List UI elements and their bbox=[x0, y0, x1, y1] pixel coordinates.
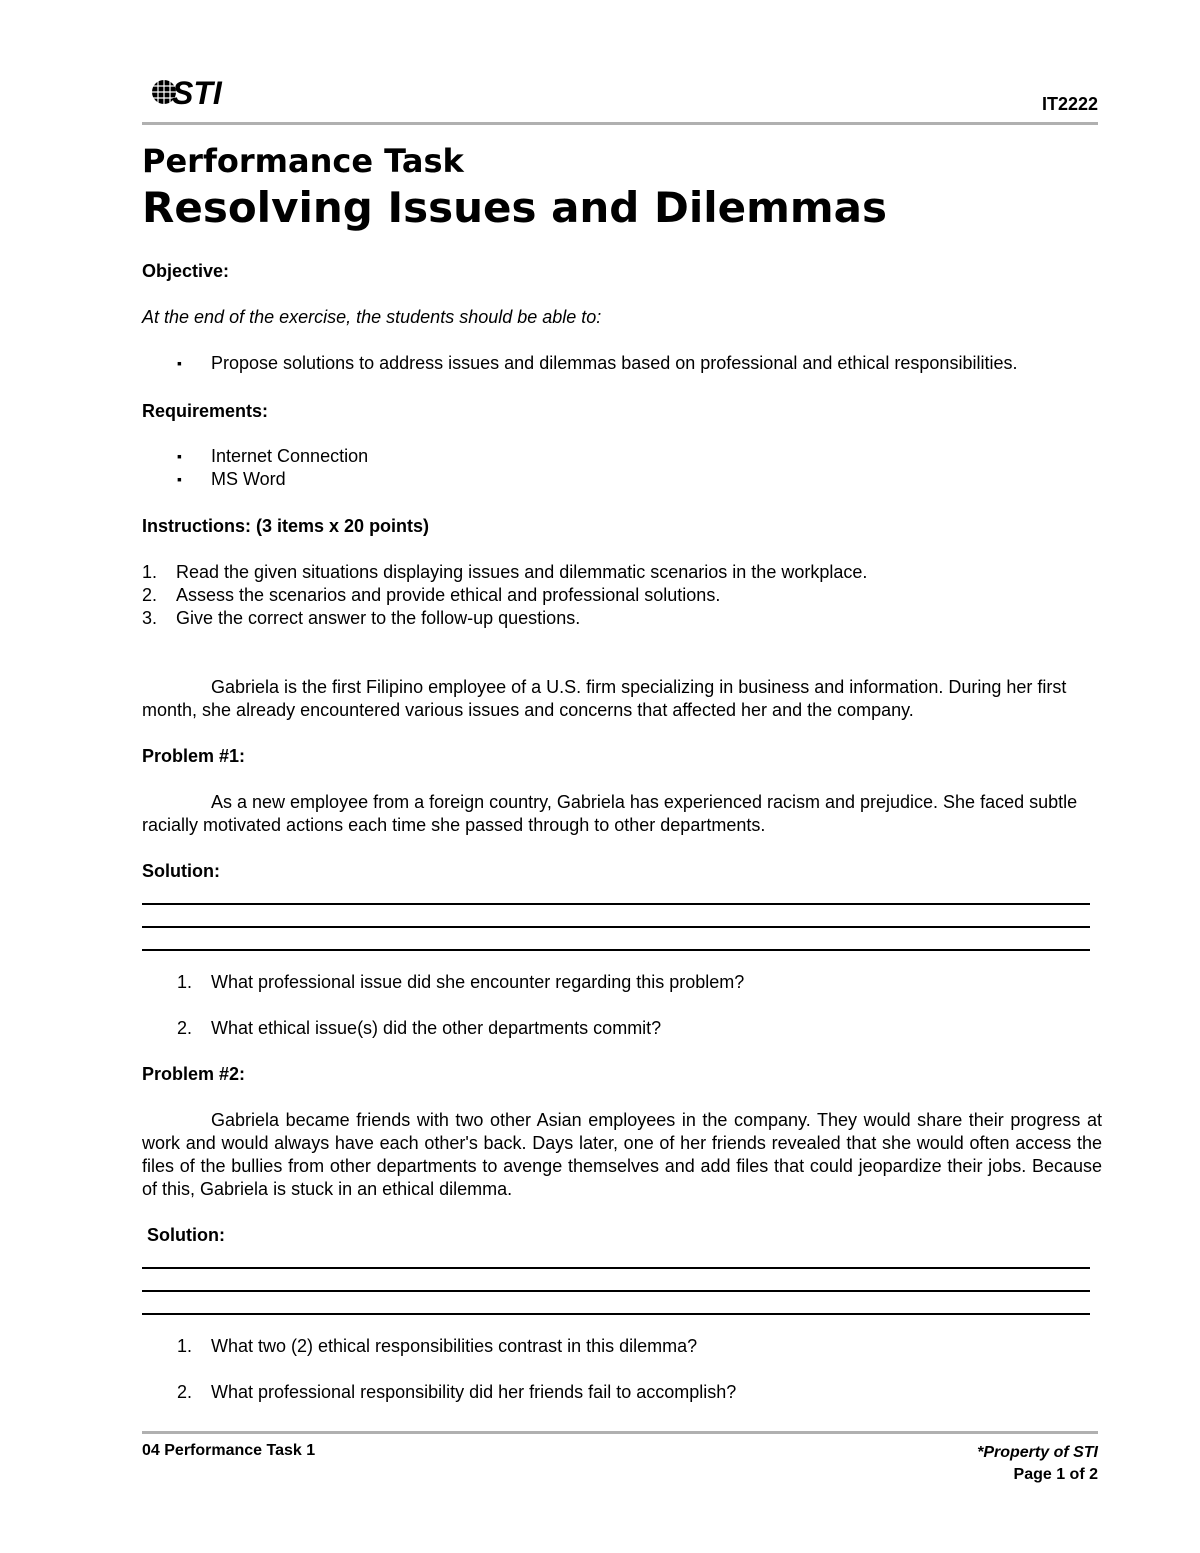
list-item: ▪ Propose solutions to address issues and dilemmas based on professional and ethical responsibilities. bbox=[142, 352, 1102, 375]
objective-heading: Objective: bbox=[142, 261, 230, 281]
answer-line bbox=[142, 949, 1090, 951]
instructions-list bbox=[142, 561, 1102, 630]
footer-task-label: 04 Performance Task 1 bbox=[142, 1442, 316, 1459]
answer-line bbox=[142, 1267, 1090, 1269]
logo-text: STI bbox=[172, 75, 222, 111]
footer-right bbox=[977, 1442, 1098, 1486]
footer-divider bbox=[142, 1431, 1098, 1434]
requirements-list bbox=[142, 445, 1102, 491]
doc-subtitle: Performance Task bbox=[142, 142, 464, 180]
problem1-answer-area[interactable] bbox=[142, 903, 1102, 951]
problem2-heading: Problem #2: bbox=[142, 1064, 246, 1084]
list-item: 1. What two (2) ethical responsibilities contrast in this dilemma? bbox=[177, 1336, 698, 1356]
list-item: 2. What professional responsibility did her friends fail to accomplish? bbox=[177, 1382, 737, 1402]
problem2-text: Gabriela became friends with two other Asian employees in the company. They would share their progress at work and would always have each other's back. Days later, one of her friends revealed that she would often access the files of the bullies from other departments to avenge themselves and add files that could jeopardize their jobs. Because of this, Gabriela is stuck in an ethical dilemma. bbox=[142, 1110, 1102, 1199]
problem1-questions bbox=[142, 971, 1102, 1040]
answer-line bbox=[142, 926, 1090, 928]
objective-intro: At the end of the exercise, the students should be able to: bbox=[142, 307, 602, 327]
page-number: Page 1 of 2 bbox=[1013, 1466, 1098, 1483]
page-header bbox=[142, 68, 1098, 126]
problem1-solution-label: Solution: bbox=[142, 861, 220, 881]
course-code: IT2222 bbox=[1041, 94, 1098, 114]
header-divider bbox=[142, 122, 1098, 125]
answer-line bbox=[142, 1313, 1090, 1315]
list-item: 3. Give the correct answer to the follow-up questions. bbox=[142, 608, 581, 628]
main-content bbox=[142, 140, 1102, 1404]
requirements-heading: Requirements: bbox=[142, 401, 269, 421]
intro-paragraph: Gabriela is the first Filipino employee of a U.S. firm specializing in business and information. During her first month, she already encountered various issues and concerns that affected her and the company. bbox=[142, 677, 1067, 720]
problem2-questions bbox=[142, 1335, 1102, 1404]
instructions-heading: Instructions: (3 items x 20 points) bbox=[142, 516, 430, 536]
list-item: 1. What professional issue did she encounter regarding this problem? bbox=[177, 972, 745, 992]
list-item: 1. Read the given situations displaying issues and dilemmatic scenarios in the workplace. bbox=[142, 562, 868, 582]
doc-title: Resolving Issues and Dilemmas bbox=[142, 183, 888, 232]
problem2-answer-area[interactable] bbox=[142, 1267, 1102, 1315]
problem1-heading: Problem #1: bbox=[142, 746, 246, 766]
objective-list bbox=[142, 352, 1102, 375]
sti-logo bbox=[150, 72, 242, 112]
problem1-text: As a new employee from a foreign country, Gabriela has experienced racism and prejudice. She faced subtle racially motivated actions each time she passed through to other departments. bbox=[142, 792, 1078, 835]
list-item: 2. Assess the scenarios and provide ethical and professional solutions. bbox=[142, 585, 721, 605]
problem2-solution-label: Solution: bbox=[147, 1225, 225, 1245]
answer-line bbox=[142, 1290, 1090, 1292]
answer-line bbox=[142, 903, 1090, 905]
property-label: *Property of STI bbox=[977, 1444, 1098, 1461]
list-item: ▪ MS Word bbox=[142, 468, 1102, 491]
list-item: 2. What ethical issue(s) did the other departments commit? bbox=[177, 1018, 662, 1038]
list-item: ▪ Internet Connection bbox=[142, 445, 1102, 468]
